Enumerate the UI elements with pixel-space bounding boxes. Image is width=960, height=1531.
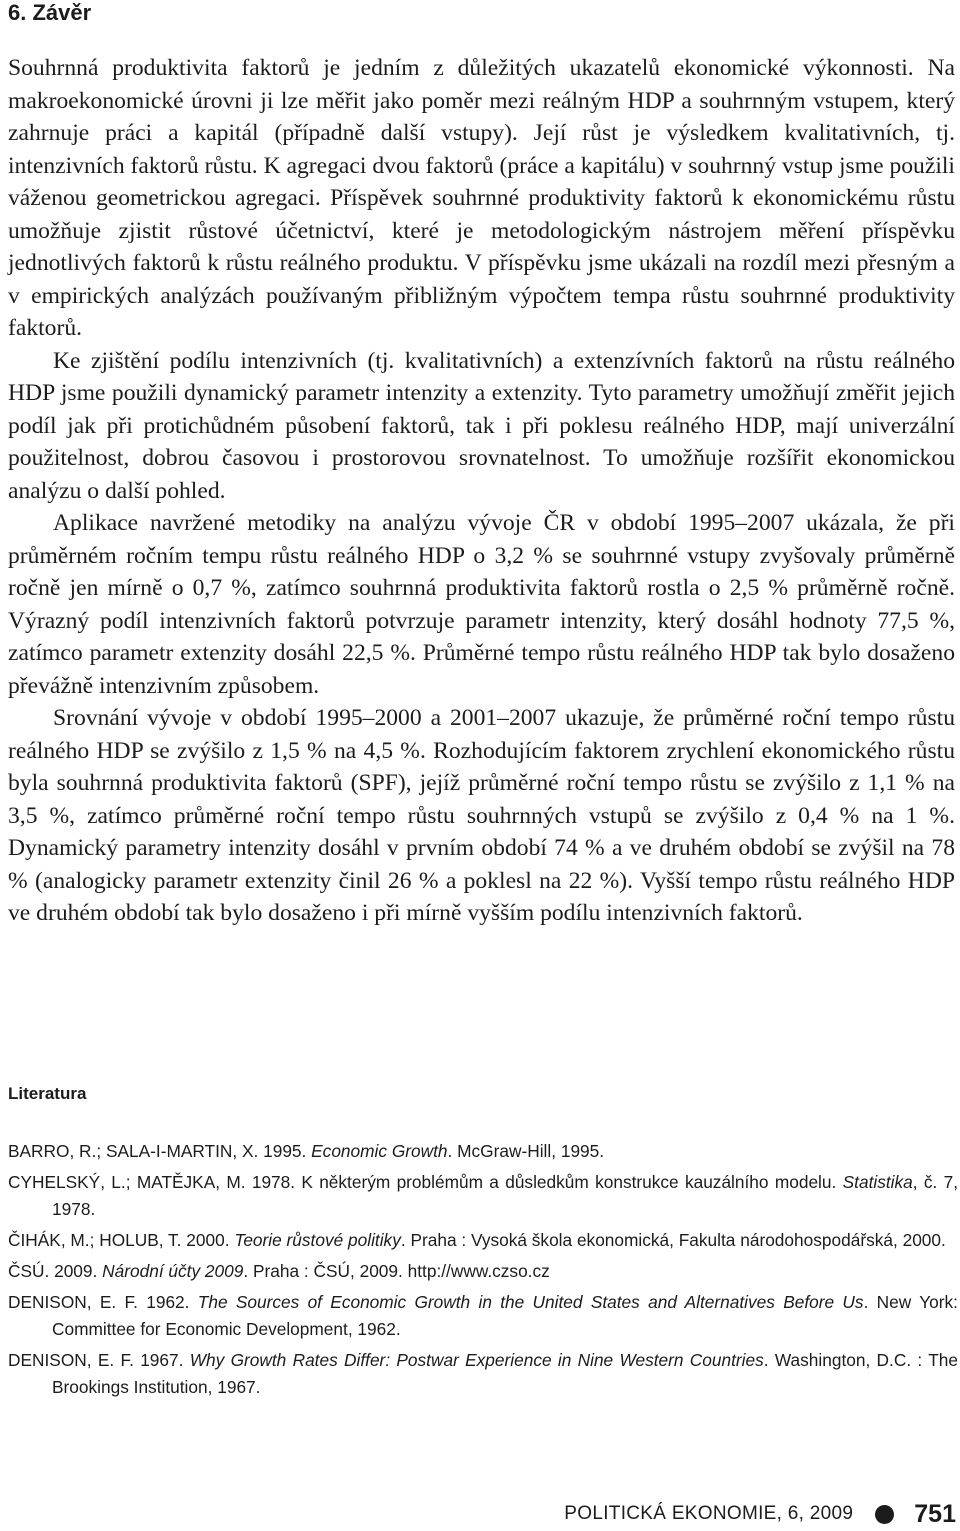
literature-heading: Literatura	[8, 1084, 87, 1103]
page-footer	[564, 1497, 956, 1531]
article-body	[8, 52, 955, 930]
reference-publisher: . Praha : ČSÚ, 2009. http://www.czso.cz	[243, 1261, 550, 1281]
paragraph: Srovnání vývoje v období 1995–2000 a 2001–2007 ukazuje, že průměrné roční tempo růstu reálného HDP se zvýšilo z 1,5 % na 4,5 %. Rozhodujícím faktorem zrychlení ekonomického růstu byla souhrnná produktivita faktorů (SPF), jejíž průměrné roční tempo růstu se zvýšilo z 1,1 % na 3,5 %, zatímco průměrné roční tempo růstu souhrnných vstupů se zvýšilo z 0,4 % na 1 %. Dynamický parametry intenzity dosáhl v prvním období 74 % a ve druhém období se zvýšil na 78 % (analogicky parametr extenzity činil 26 % a poklesl na 22 %). Vyšší tempo růstu reálného HDP ve druhém období tak bylo dosaženo i při mírně vyšším podílu intenzivních faktorů.	[8, 705, 955, 926]
reference-item	[8, 1289, 958, 1343]
section-title: 6. Závěr	[8, 0, 92, 25]
reference-item	[8, 1258, 958, 1285]
page-number: 751	[914, 1499, 956, 1528]
reference-item	[8, 1169, 958, 1223]
paragraph: Souhrnná produktivita faktorů je jedním z důležitých ukazatelů ekonomické výkonnosti. Na makroekonomické úrovni ji lze měřit jako poměr mezi reálným HDP a souhrnným vstupem, který zahrnuje práci a kapitál (případně další vstupy). Její růst je výsledkem kvalitativních, tj. intenzivních faktorů růstu. K agregaci dvou faktorů (práce a kapitálu) v souhrnný vstup jsme použili váženou geometrickou agregaci. Příspěvek souhrnné produktivity faktorů k ekonomickému růstu umožňuje zjistit růstové účetnictví, které je metodologickým nástrojem měření příspěvku jednotlivých faktorů k růstu reálného produktu. V příspěvku jsme ukázali na rozdíl mezi přesným a v empirických analýzách používaným přibližným výpočtem tempa růstu souhrnné produktivity faktorů.	[8, 55, 955, 341]
reference-publisher: . Washington, D.C. : The Brookings Institution, 1967.	[52, 1350, 958, 1397]
reference-authors: CYHELSKÝ, L.; MATĚJKA, M. 1978. K některým problémům a důsledkům konstrukce kauzálního modelu.	[8, 1172, 843, 1192]
reference-title: The Sources of Economic Growth in the United States and Alternatives Before Us	[197, 1292, 864, 1312]
reference-item	[8, 1138, 958, 1165]
reference-publisher: . Praha : Vysoká škola ekonomická, Fakulta národohospodářská, 2000.	[400, 1230, 946, 1250]
reference-title: Why Growth Rates Differ: Postwar Experience in Nine Western Countries	[189, 1350, 764, 1370]
reference-item	[8, 1347, 958, 1401]
reference-publisher: . New York: Committee for Economic Development, 1962.	[52, 1292, 958, 1339]
reference-publisher: , č. 7, 1978.	[52, 1172, 959, 1219]
reference-publisher: . McGraw-Hill, 1995.	[447, 1141, 605, 1161]
journal-name: POLITICKÁ EKONOMIE, 6, 2009	[564, 1503, 854, 1524]
reference-title: Statistika	[842, 1172, 913, 1192]
paragraph: Aplikace navržené metodiky na analýzu vývoje ČR v období 1995–2007 ukázala, že při průměrném ročním tempu růstu reálného HDP o 3,2 % se souhrnné vstupy zvyšovaly průměrně ročně jen mírně o 0,7 %, zatímco souhrnná produktivita faktorů rostla o 2,5 % průměrně ročně. Výrazný podíl intenzivních faktorů potvrzuje parametr intenzity, který dosáhl hodnoty 77,5 %, zatímco parametr extenzity dosáhl 22,5 %. Průměrné tempo růstu reálného HDP tak bylo dosaženo převážně intenzivním způsobem.	[8, 510, 955, 699]
reference-authors: ČIHÁK, M.; HOLUB, T. 2000.	[8, 1230, 235, 1250]
reference-list	[8, 1138, 958, 1405]
reference-authors: ČSÚ. 2009.	[8, 1261, 103, 1281]
reference-authors: BARRO, R.; SALA-I-MARTIN, X. 1995.	[8, 1141, 312, 1161]
reference-authors: DENISON, E. F. 1962.	[8, 1292, 198, 1312]
reference-authors: DENISON, E. F. 1967.	[8, 1350, 190, 1370]
reference-title: Teorie růstové politiky	[234, 1230, 401, 1250]
reference-title: Economic Growth	[311, 1141, 448, 1161]
reference-item	[8, 1227, 958, 1254]
reference-title: Národní účty 2009	[102, 1261, 244, 1281]
paragraph: Ke zjištění podílu intenzivních (tj. kvalitativních) a extenzívních faktorů na růstu reálného HDP jsme použili dynamický parametr intenzity a extenzity. Tyto parametry umožňují změřit jejich podíl jak při protichůdném působení faktorů, tak i při poklesu reálného HDP, mají univerzální použitelnost, dobrou časovou i prostorovou srovnatelnost. To umožňuje rozšířit ekonomickou analýzu o další pohled.	[8, 347, 955, 504]
bullet-dot-icon	[875, 1505, 894, 1524]
